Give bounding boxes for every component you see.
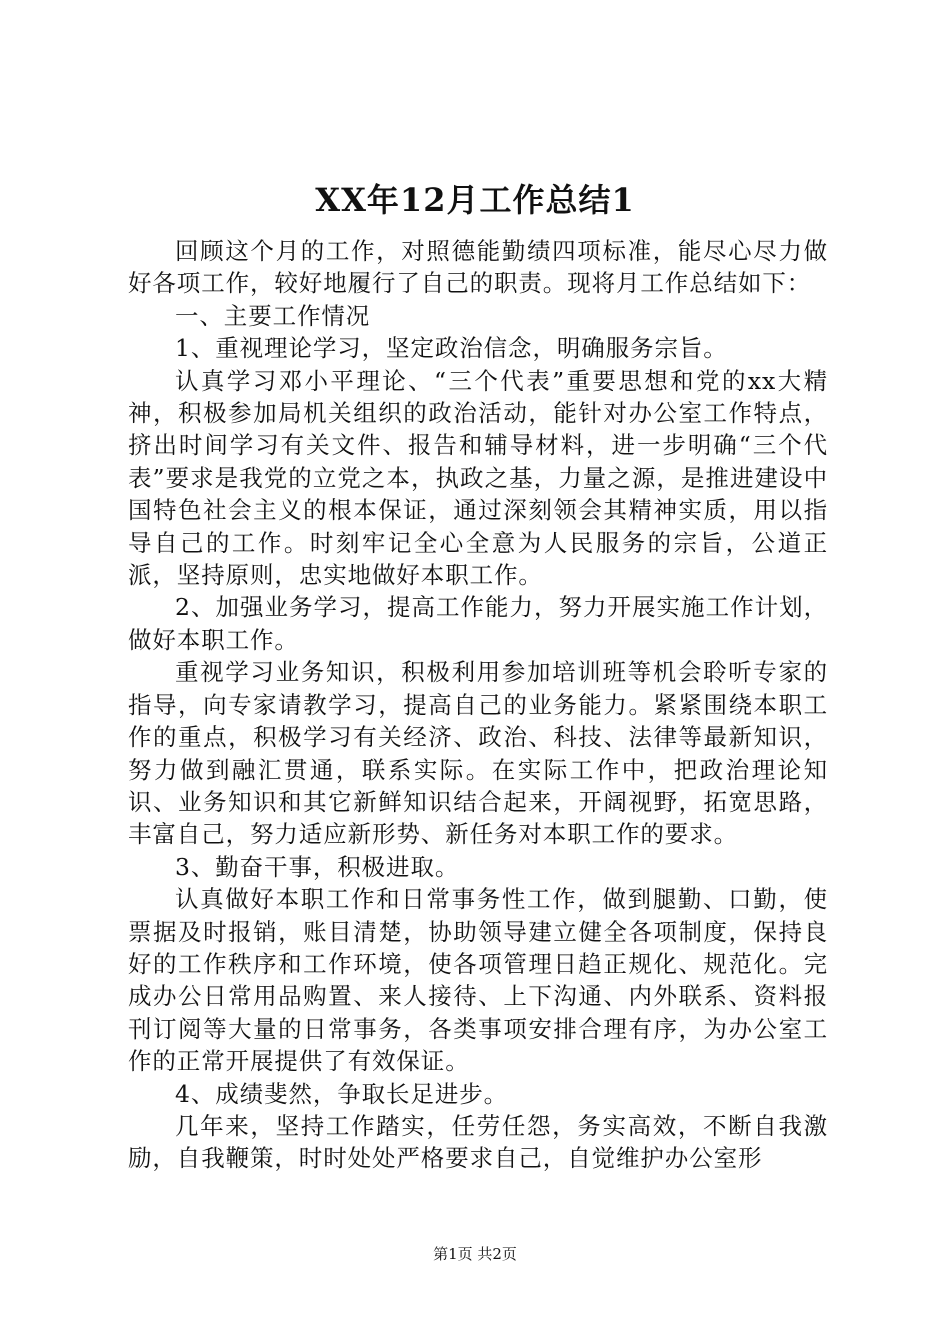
item-heading-3: 3、勤奋干事，积极进取。 xyxy=(175,852,460,881)
page-footer xyxy=(0,1244,950,1264)
item-body-3: 认真做好本职工作和日常事务性工作，做到腿勤、口勤，使票据及时报销，账目清楚，协助领导建立健全各项制度，保持良好的工作秩序和工作环境，使各项管理日趋正规化、规范化。完成办公日常用品购置、来人接待、上下沟通、内外联系、资料报刊订阅等大量的日常事务，各类事项安排合理有序，为办公室工作的正常开展提供了有效保证。 xyxy=(128,885,828,1076)
section-heading: 一、主要工作情况 xyxy=(175,301,371,330)
document-title: XX年12月工作总结1 xyxy=(315,181,635,219)
document-body xyxy=(128,235,828,1175)
item-body-4: 几年来，坚持工作踏实，任劳任怨，务实高效，不断自我激励，自我鞭策，时时处处严格要求自己，自觉维护办公室形 xyxy=(128,1111,828,1173)
item-heading-1: 1、重视理论学习，坚定政治信念，明确服务宗旨。 xyxy=(175,334,728,363)
page-indicator: 第1页 共2页 xyxy=(433,1245,517,1263)
item-heading-2: 2、加强业务学习，提高工作能力，努力开展实施工作计划，做好本职工作。 xyxy=(128,593,828,654)
item-body-1: 认真学习邓小平理论、“三个代表”重要思想和党的xx大精神，积极参加局机关组织的政治活动，能针对办公室工作特点，挤出时间学习有关文件、报告和辅导材料，进一步明确“三个代表”要求是我党的立党之本，执政之基，力量之源，是推进建设中国特色社会主义的根本保证，通过深刻领会其精神实质，用以指导自己的工作。时刻牢记全心全意为人民服务的宗旨，公道正派，坚持原则，忠实地做好本职工作。 xyxy=(128,366,828,590)
intro-paragraph: 回顾这个月的工作，对照德能勤绩四项标准，能尽心尽力做好各项工作，较好地履行了自己的职责。现将月工作总结如下： xyxy=(128,237,828,298)
item-heading-4: 4、成绩斐然，争取长足进步。 xyxy=(175,1079,509,1108)
item-body-2: 重视学习业务知识，积极利用参加培训班等机会聆听专家的指导，向专家请教学习，提高自己的业务能力。紧紧围绕本职工作的重点，积极学习有关经济、政治、科技、法律等最新知识，努力做到融汇贯通，联系实际。在实际工作中，把政治理论知识、业务知识和其它新鲜知识结合起来，开阔视野，拓宽思路，丰富自己，努力适应新形势、新任务对本职工作的要求。 xyxy=(128,658,828,849)
